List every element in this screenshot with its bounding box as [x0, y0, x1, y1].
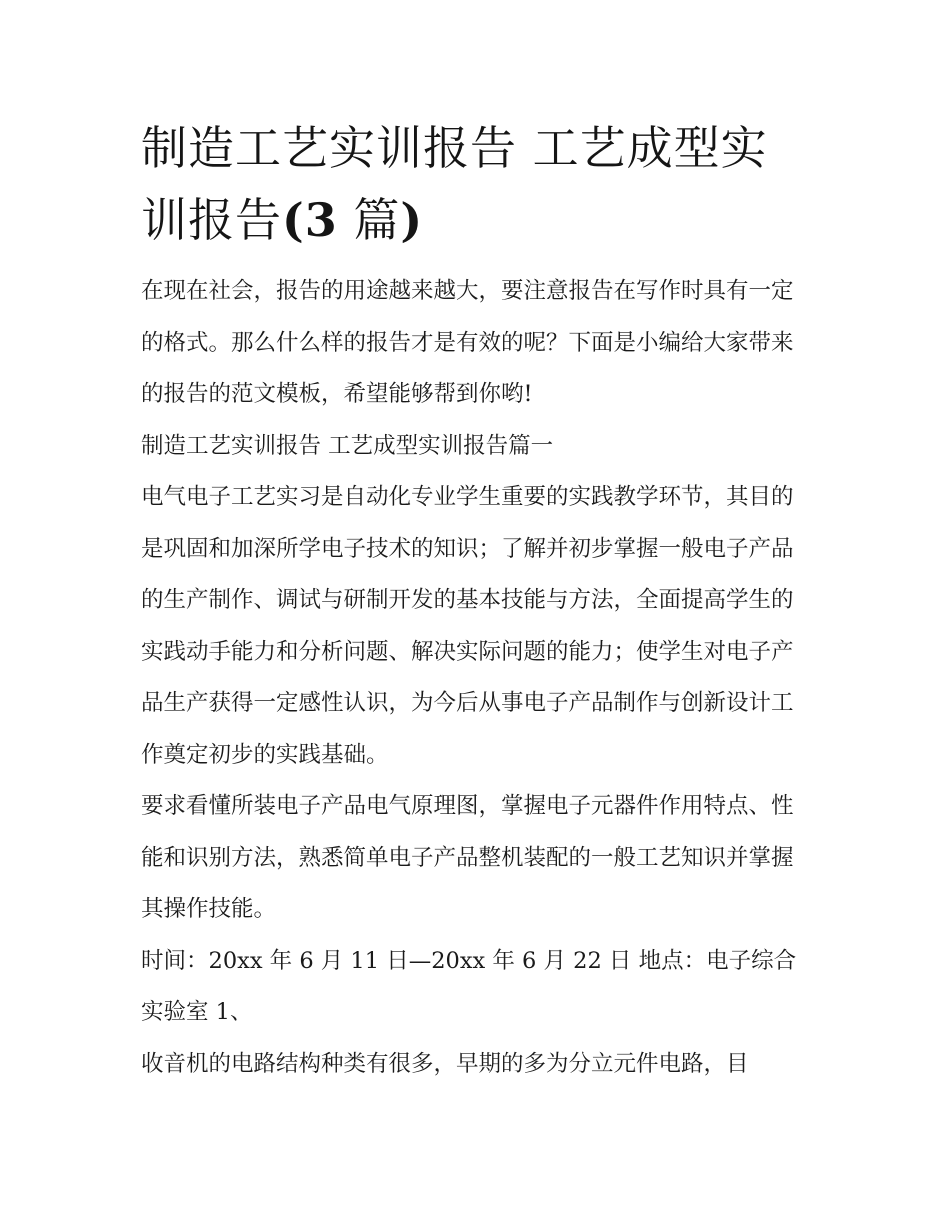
title-text: 制造工艺实训报告 工艺成型实训报告 [141, 121, 768, 247]
radio-circuit-paragraph: 收音机的电路结构种类有很多，早期的多为分立元件电路，目 [141, 1050, 749, 1077]
section-heading: 制造工艺实训报告 工艺成型实训报告篇一 [141, 432, 554, 459]
title-count-close: ) [400, 193, 424, 247]
title-count-open: (3 [282, 193, 338, 247]
title-count-unit: 篇 [337, 193, 401, 247]
time-location-paragraph: 时间：20xx 年 6 月 11 日—20xx 年 6 月 22 日 地点：电子综合实验室 1、 [141, 947, 797, 1025]
requirements-paragraph: 要求看懂所装电子产品电气原理图，掌握电子元器件作用特点、性能和识别方法，熟悉简单电子产品整机装配的一般工艺知识并掌握其操作技能。 [141, 793, 794, 922]
document-title [141, 112, 813, 256]
document-body [141, 266, 813, 1090]
intro-paragraph: 在现在社会，报告的用途越来越大，要注意报告在写作时具有一定的格式。那么什么样的报告才是有效的呢？下面是小编给大家带来的报告的范文模板，希望能够帮到你哟! [141, 278, 794, 407]
purpose-paragraph: 电气电子工艺实习是自动化专业学生重要的实践教学环节，其目的是巩固和加深所学电子技术的知识；了解并初步掌握一般电子产品的生产制作、调试与研制开发的基本技能与方法，全面提高学生的实践动手能力和分析问题、解决实际问题的能力；使学生对电子产品生产获得一定感性认识，为今后从事电子产品制作与创新设计工作奠定初步的实践基础。 [141, 484, 794, 768]
document-content [141, 112, 813, 1090]
